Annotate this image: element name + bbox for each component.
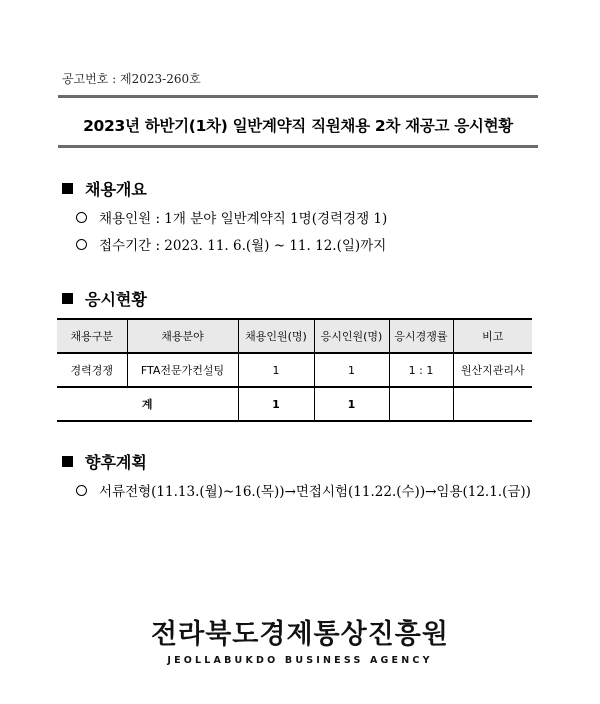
table-cell: FTA전문가컨설팅	[127, 353, 238, 387]
column-header: 채용구분	[57, 319, 127, 353]
table-row	[57, 353, 532, 387]
total-hired: 1	[238, 387, 314, 421]
overview-item	[76, 207, 387, 227]
column-header: 응시경쟁률	[389, 319, 453, 353]
overview-item	[76, 234, 386, 254]
total-applicants: 1	[314, 387, 389, 421]
square-bullet-icon	[62, 456, 73, 467]
page-title: 2023년 하반기(1차) 일반계약직 직원채용 2차 재공고 응시현황	[83, 117, 513, 135]
table-cell: 1	[238, 353, 314, 387]
overview-item-text: 접수기간 : 2023. 11. 6.(월) ~ 11. 12.(일)까지	[99, 238, 387, 254]
table-cell: 1 : 1	[389, 353, 453, 387]
column-header: 채용인원(명)	[238, 319, 314, 353]
organization-logo	[0, 612, 600, 666]
logo-korean-name: 전라북도경제통상진흥원	[151, 619, 449, 650]
plan-item-text: 서류전형(11.13.(월)~16.(목))→면접시험(11.22.(수))→임용(12.1.(금))	[99, 484, 531, 500]
table-cell: 원산지관리사	[453, 353, 532, 387]
square-bullet-icon	[62, 183, 73, 194]
circle-bullet-icon	[76, 212, 87, 223]
section-overview-heading: 채용개요	[85, 180, 147, 199]
title-bottom-rule	[58, 145, 538, 148]
circle-bullet-icon	[76, 239, 87, 250]
column-header: 비고	[453, 319, 532, 353]
section-plan	[62, 450, 147, 473]
table-total-row	[57, 387, 532, 421]
title-top-rule	[58, 95, 538, 98]
table-cell: 경력경쟁	[57, 353, 127, 387]
status-table	[57, 318, 532, 422]
section-status	[62, 287, 147, 310]
total-note	[453, 387, 532, 421]
square-bullet-icon	[62, 293, 73, 304]
section-plan-heading: 향후계획	[85, 453, 147, 472]
table-header-row	[57, 319, 532, 353]
total-label: 계	[57, 387, 238, 421]
table-cell: 1	[314, 353, 389, 387]
total-ratio	[389, 387, 453, 421]
logo-english-name: JEOLLABUKDO BUSINESS AGENCY	[167, 655, 433, 666]
section-overview	[62, 177, 147, 200]
column-header: 응시인원(명)	[314, 319, 389, 353]
overview-item-text: 채용인원 : 1개 분야 일반계약직 1명(경력경쟁 1)	[99, 211, 388, 227]
notice-number: 공고번호 : 제2023-260호	[62, 72, 201, 86]
circle-bullet-icon	[76, 485, 87, 496]
column-header: 채용분야	[127, 319, 238, 353]
plan-item	[76, 480, 531, 500]
section-status-heading: 응시현황	[85, 290, 147, 309]
